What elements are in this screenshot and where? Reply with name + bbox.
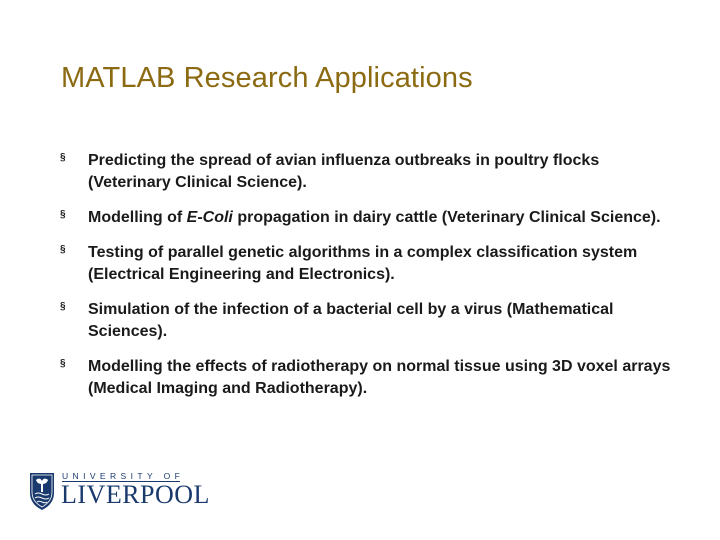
bullet-text-emphasis: E-Coli [186,209,233,226]
bullet-text: Testing of parallel genetic algorithms in a complex classification system (Electrical Engineering and Electronics). [88,244,638,283]
list-item [60,242,680,286]
bullet-text: Predicting the spread of avian influenza outbreaks in poultry flocks (Veterinary Clinical Science). [88,152,600,191]
slide-title: MATLAB Research Applications [61,62,473,94]
bullet-text-prefix: Modelling of [88,209,187,226]
logo-main-text: LIVERPOOL [61,480,210,509]
bullet-text: Modelling the effects of radiotherapy on normal tissue using 3D voxel arrays (Medical Imaging and Radiotherapy). [88,358,671,397]
bullet-icon: § [60,358,66,369]
list-item [60,150,680,194]
bullet-icon: § [60,301,66,312]
bullet-icon: § [60,244,66,255]
logo-top-text: UNIVERSITY OF [62,471,185,481]
list-item [60,299,680,343]
bullet-text: Simulation of the infection of a bacterial cell by a virus (Mathematical Sciences). [88,301,614,340]
bullet-icon: § [60,209,66,220]
bullet-icon: § [60,152,66,163]
bullet-list [60,150,680,413]
list-item [60,356,680,400]
list-item [60,207,680,229]
bullet-text [88,207,680,229]
crest-icon [28,471,56,511]
bullet-text-suffix: propagation in dairy cattle (Veterinary Clinical Science). [232,209,661,226]
university-logo [28,469,210,513]
